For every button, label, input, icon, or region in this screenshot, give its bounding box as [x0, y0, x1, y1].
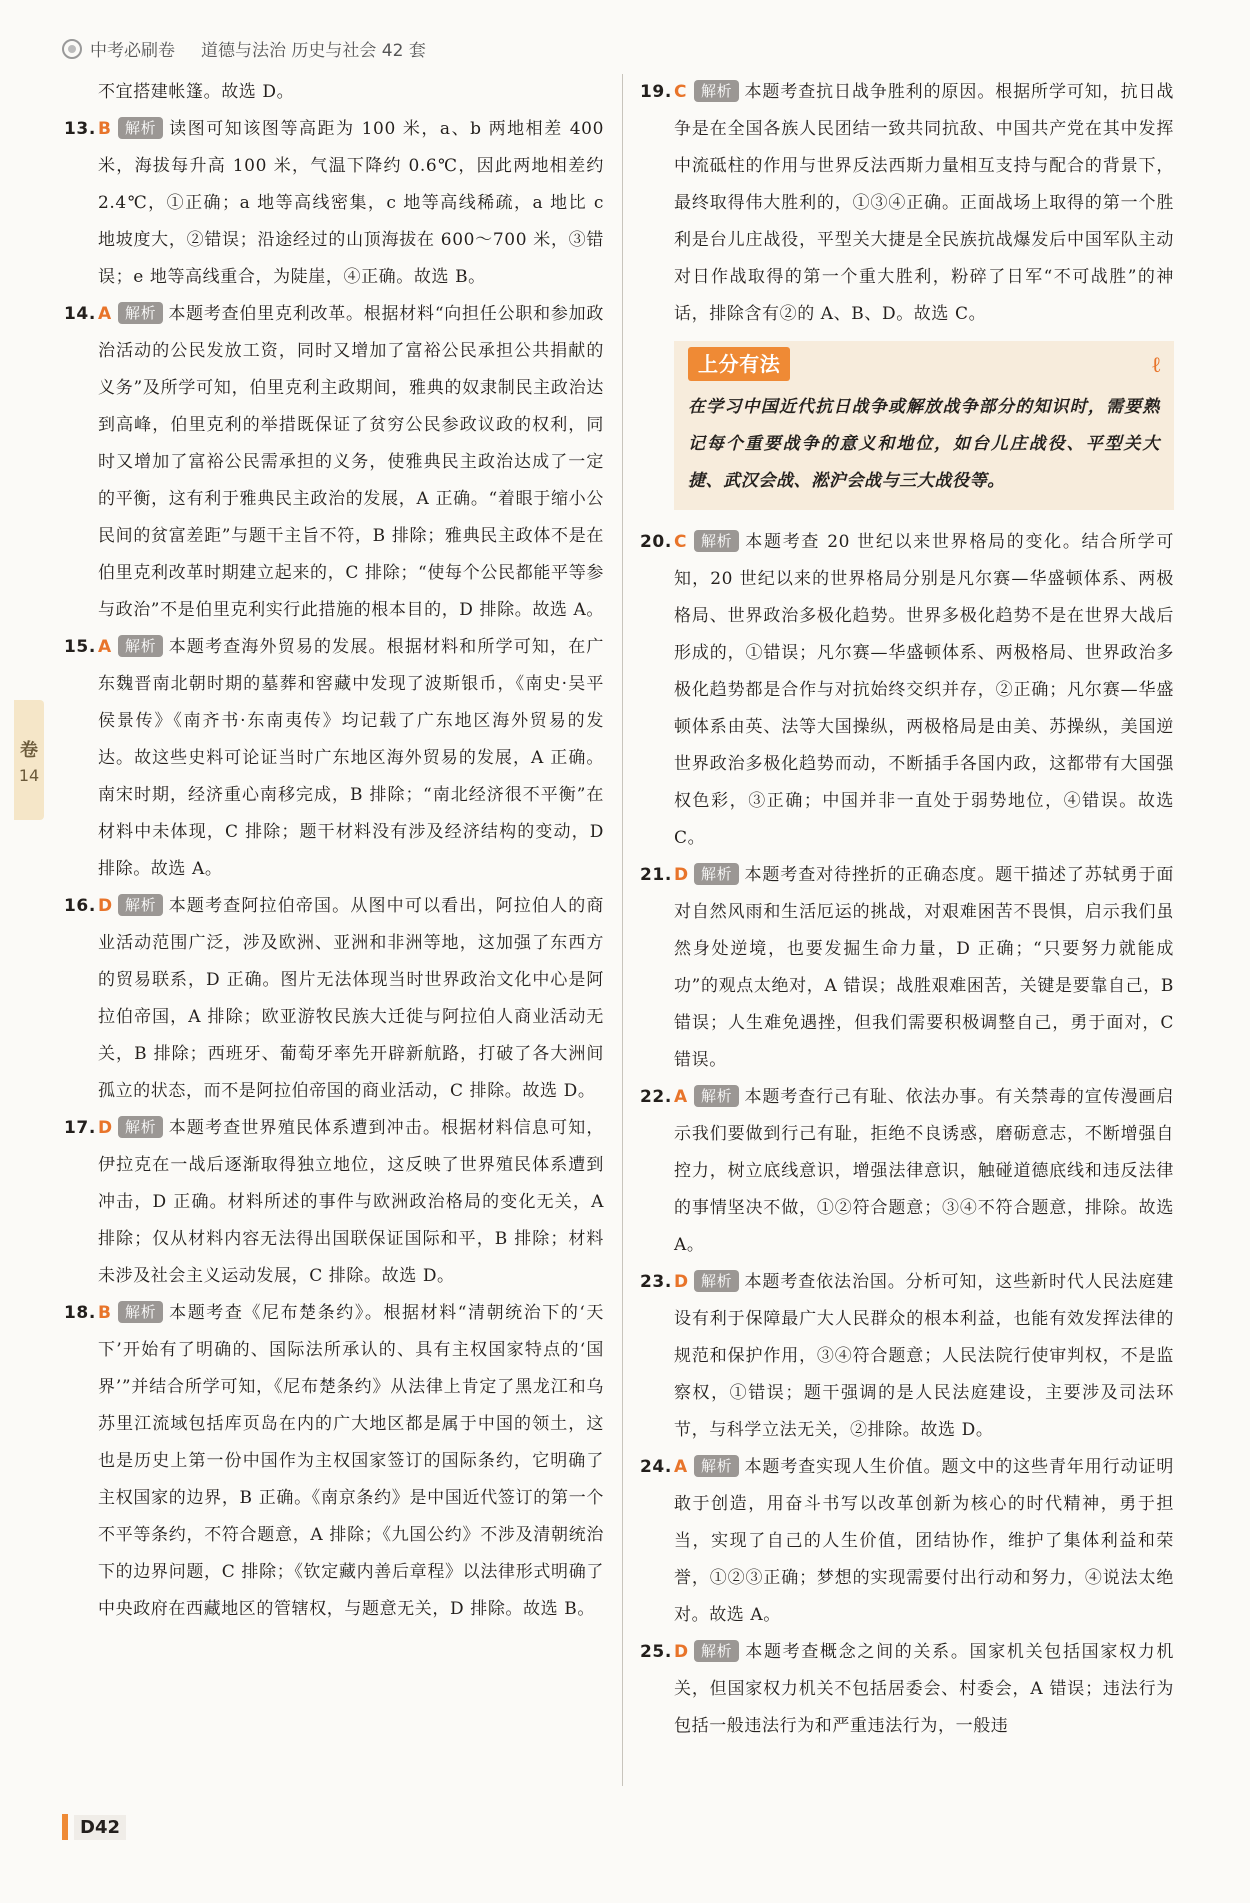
explanation-paragraph	[674, 1079, 1174, 1264]
analysis-tag: 解析	[118, 117, 163, 139]
paper-number-tab	[14, 700, 44, 820]
page-footer	[62, 1814, 126, 1840]
question-number: 19.	[640, 82, 672, 102]
explanation-paragraph	[98, 629, 604, 888]
right-answer-list-bottom	[640, 524, 1174, 1745]
page-number: D42	[74, 1815, 126, 1840]
tip-title: 上分有法	[688, 347, 790, 381]
subject-title: 道德与法治 历史与社会 42 套	[201, 41, 426, 61]
explanation-paragraph	[674, 1634, 1174, 1745]
explanation-paragraph	[98, 1295, 604, 1628]
answer-item	[640, 74, 1174, 333]
explanation-paragraph	[674, 524, 1174, 857]
explanation-text: 本题考查海外贸易的发展。根据材料和所学可知，在广东魏晋南北朝时期的墓葬和窖藏中发现了波斯银币，《南史·吴平侯景传》《南齐书·东南夷传》均记载了广东地区海外贸易的发达。故这些史料可论证当时广东地区海外贸易的发展，A 正确。南宋时期，经济重心南移完成，B 排除；“南北经济很不平衡”在材料中未体现，C 排除；题干材料没有涉及经济结构的变动，D 排除。故选 A。	[98, 637, 604, 879]
answer-item	[64, 1295, 604, 1628]
answer-letter: B	[98, 1303, 112, 1323]
answer-letter: A	[98, 637, 112, 657]
question-number: 23.	[640, 1272, 672, 1292]
right-column	[640, 74, 1174, 1745]
analysis-tag: 解析	[694, 1085, 739, 1107]
question-number: 16.	[64, 896, 96, 916]
explanation-text: 本题考查阿拉伯帝国。从图中可以看出，阿拉伯人的商业活动范围广泛，涉及欧洲、亚洲和非洲等地，这加强了东西方的贸易联系，D 正确。图片无法体现当时世界政治文化中心是阿拉伯帝国，A 排除；欧亚游牧民族大迁徙与阿拉伯人商业活动无关，B 排除；西班牙、葡萄牙率先开辟新航路，打破了各大洲间孤立的状态，而不是阿拉伯帝国的商业活动，C 排除。故选 D。	[98, 896, 604, 1101]
analysis-tag: 解析	[694, 80, 739, 102]
explanation-paragraph	[674, 857, 1174, 1079]
answer-item	[64, 111, 604, 296]
explanation-paragraph	[98, 1110, 604, 1295]
explanation-text: 本题考查伯里克利改革。根据材料“向担任公职和参加政治活动的公民发放工资，同时又增加了富裕公民承担公共捐献的义务”及所学可知，伯里克利主政期间，雅典的奴隶制民主政治达到高峰，伯里克利的举措既保证了贫穷公民参政议政的权利，同时又增加了富裕公民需承担的义务，使雅典民主政治达成了一定的平衡，这有利于雅典民主政治的发展，A 正确。“着眼于缩小公民间的贫富差距”与题干主旨不符，B 排除；雅典民主政体不是在伯里克利改革时期建立起来的，C 排除；“使每个公民都能平等参与政治”不是伯里克利实行此措施的根本目的，D 排除。故选 A。	[98, 304, 605, 620]
continuation-text: 不宜搭建帐篷。故选 D。	[98, 82, 295, 102]
explanation-text: 本题考查实现人生价值。题文中的这些青年用行动证明敢于创造，用奋斗书写以改革创新为核心的时代精神，勇于担当，实现了自己的人生价值，团结协作，维护了集体利益和荣誉，①②③正确；梦想的实现需要付出行动和努力，④说法太绝对。故选 A。	[674, 1457, 1174, 1625]
answer-item	[64, 629, 604, 888]
question-number: 22.	[640, 1087, 672, 1107]
answer-item	[64, 1110, 604, 1295]
answer-item	[640, 1079, 1174, 1264]
analysis-tag: 解析	[694, 530, 739, 552]
answer-letter: C	[674, 532, 688, 552]
answer-letter: A	[674, 1457, 688, 1477]
analysis-tag: 解析	[118, 1301, 163, 1323]
analysis-tag: 解析	[694, 1455, 739, 1477]
analysis-tag: 解析	[694, 1270, 739, 1292]
explanation-text: 本题考查依法治国。分析可知，这些新时代人民法庭建设有利于保障最广大人民群众的根本利益，也能有效发挥法律的规范和保护作用，③④符合题意；人民法院行使审判权，不是监察权，①错误；题干强调的是人民法庭建设，主要涉及司法环节，与科学立法无关，②排除。故选 D。	[674, 1272, 1174, 1440]
question-number: 24.	[640, 1457, 672, 1477]
question-number: 13.	[64, 119, 96, 139]
answer-letter: B	[98, 119, 112, 139]
explanation-paragraph	[674, 1264, 1174, 1449]
book-logo-icon	[62, 39, 82, 59]
answer-item	[640, 524, 1174, 857]
decorative-swirl-icon: ℓ	[1150, 353, 1162, 378]
explanation-text: 本题考查《尼布楚条约》。根据材料“清朝统治下的‘天下’开始有了明确的、国际法所承认的、具有主权国家特点的‘国界’”并结合所学可知，《尼布楚条约》从法律上肯定了黑龙江和乌苏里江流域包括库页岛在内的广大地区都是属于中国的领土，这也是历史上第一份中国作为主权国家签订的国际条约，它明确了主权国家的边界，B 正确。《南京条约》是中国近代签订的第一个不平等条约，不符合题意，A 排除；《九国公约》不涉及清朝统治下的边界问题，C 排除；《钦定藏内善后章程》以法律形式明确了中央政府在西藏地区的管辖权，与题意无关，D 排除。故选 B。	[98, 1303, 604, 1619]
answer-item	[640, 1264, 1174, 1449]
explanation-paragraph	[98, 888, 604, 1110]
book-title: 中考必刷卷	[90, 41, 175, 61]
left-column	[64, 74, 604, 1628]
analysis-tag: 解析	[694, 863, 739, 885]
analysis-tag: 解析	[118, 894, 163, 916]
question-number: 25.	[640, 1642, 672, 1662]
answer-letter: A	[674, 1087, 688, 1107]
explanation-text: 本题考查 20 世纪以来世界格局的变化。结合所学可知，20 世纪以来的世界格局分别是凡尔赛—华盛顿体系、两极格局、世界政治多极化趋势。世界多极化趋势不是在世界大战后形成的，①错误；凡尔赛—华盛顿体系、两极格局、世界政治多极化趋势都是合作与对抗始终交织并存，②正确；凡尔赛—华盛顿体系由英、法等大国操纵，两极格局是由美、苏操纵，美国逆世界政治多极化趋势而动，不断插手各国内政，这都带有大国强权色彩，③正确；中国并非一直处于弱势地位，④错误。故选 C。	[674, 532, 1174, 848]
analysis-tag: 解析	[694, 1640, 739, 1662]
analysis-tag: 解析	[118, 302, 163, 324]
answer-letter: A	[98, 304, 112, 324]
page-header	[62, 36, 426, 61]
explanation-paragraph	[98, 296, 604, 629]
analysis-tag: 解析	[118, 1116, 163, 1138]
explanation-text: 本题考查概念之间的关系。国家机关包括国家权力机关，但国家权力机关不包括居委会、村委会，A 错误；违法行为包括一般违法行为和严重违法行为，一般违	[674, 1642, 1174, 1736]
answer-item	[640, 1634, 1174, 1745]
explanation-text: 读图可知该图等高距为 100 米，a、b 两地相差 400 米，海拔每升高 100 米，气温下降约 0.6℃，因此两地相差约 2.4℃，①正确；a 地等高线密集，c 地等高线稀疏，a 地比 c 地坡度大，②错误；沿途经过的山顶海拔在 600～700 米，③错误；e 地等高线重合，为陡崖，④正确。故选 B。	[98, 119, 604, 287]
explanation-paragraph	[674, 1449, 1174, 1634]
answer-letter: D	[674, 1642, 689, 1662]
explanation-text: 本题考查行己有耻、依法办事。有关禁毒的宣传漫画启示我们要做到行己有耻，拒绝不良诱惑，磨砺意志，不断增强自控力，树立底线意识，增强法律意识，触碰道德底线和违反法律的事情坚决不做，①②符合题意；③④不符合题意，排除。故选 A。	[674, 1087, 1174, 1255]
answer-item	[64, 888, 604, 1110]
paper-number: 14	[18, 765, 40, 785]
question-number: 14.	[64, 304, 96, 324]
explanation-paragraph	[674, 74, 1174, 333]
question-number: 17.	[64, 1118, 96, 1138]
explanation-text: 本题考查世界殖民体系遭到冲击。根据材料信息可知，伊拉克在一战后逐渐取得独立地位，这反映了世界殖民体系遭到冲击，D 正确。材料所述的事件与欧洲政治格局的变化无关，A 排除；仅从材料内容无法得出国联保证国际和平，B 排除；材料未涉及社会主义运动发展，C 排除。故选 D。	[98, 1118, 604, 1286]
answer-item	[640, 1449, 1174, 1634]
explanation-text: 本题考查抗日战争胜利的原因。根据所学可知，抗日战争是在全国各族人民团结一致共同抗敌、中国共产党在其中发挥中流砥柱的作用与世界反法西斯力量相互支持与配合的背景下，最终取得伟大胜利的，①③④正确。正面战场上取得的第一个胜利是台儿庄战役，平型关大捷是全民族抗战爆发后中国军队主动对日作战取得的第一个重大胜利，粉碎了日军“不可战胜”的神话，排除含有②的 A、B、D。故选 C。	[674, 82, 1174, 324]
question-number: 18.	[64, 1303, 96, 1323]
paper-label: 卷	[20, 739, 38, 761]
question-number: 15.	[64, 637, 96, 657]
tip-text: 在学习中国近代抗日战争或解放战争部分的知识时，需要熟记每个重要战争的意义和地位，如台儿庄战役、平型关大捷、武汉会战、淞沪会战与三大战役等。	[688, 397, 1160, 491]
question-number: 20.	[640, 532, 672, 552]
right-answer-list-top	[640, 74, 1174, 333]
answer-letter: D	[674, 1272, 689, 1292]
column-divider	[622, 74, 623, 1786]
answer-letter: D	[98, 896, 113, 916]
question-number: 21.	[640, 865, 672, 885]
explanation-paragraph	[98, 111, 604, 296]
left-answer-list	[64, 111, 604, 1628]
footer-accent-bar	[62, 1814, 68, 1840]
answer-item	[64, 296, 604, 629]
answer-letter: C	[674, 82, 688, 102]
tip-box	[674, 341, 1174, 510]
answer-item	[640, 857, 1174, 1079]
explanation-text: 本题考查对待挫折的正确态度。题干描述了苏轼勇于面对自然风雨和生活厄运的挑战，对艰难困苦不畏惧，启示我们虽然身处逆境，也要发掘生命力量，D 正确；“只要努力就能成功”的观点太绝对，A 错误；战胜艰难困苦，关键是要靠自己，B 错误；人生难免遇挫，但我们需要积极调整自己，勇于面对，C 错误。	[674, 865, 1174, 1070]
analysis-tag: 解析	[118, 635, 163, 657]
answer-letter: D	[98, 1118, 113, 1138]
answer-letter: D	[674, 865, 689, 885]
